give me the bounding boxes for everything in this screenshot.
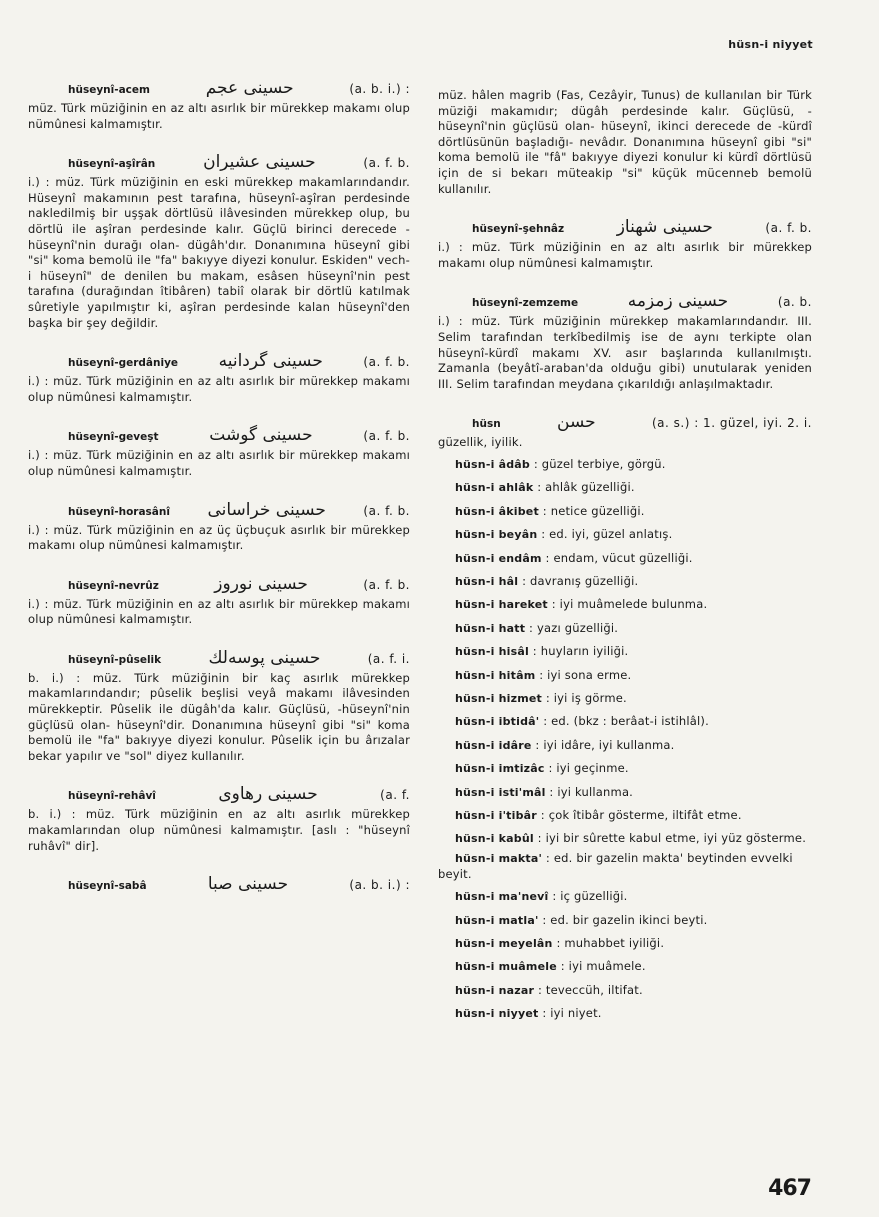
entry-term: hüseynî-sabâ [68, 880, 147, 893]
entry-term: hüseynî-nevrûz [68, 579, 159, 592]
husn-sub-entry [438, 687, 812, 710]
sub-entry-definition: : iyi idâre, iyi kullanma. [531, 737, 675, 752]
sub-entry-definition: : güzel terbiye, görgü. [530, 456, 666, 471]
sub-entry-term: hüsn-i ahlâk [455, 481, 534, 495]
entry-arabic-script: حسینی رهاوی [218, 784, 318, 805]
entry-headline [28, 152, 410, 172]
entry-term: hüseynî-aşîrân [68, 158, 156, 171]
sub-entry-term: hüsn-i beyân [455, 528, 538, 542]
entry-headline [28, 784, 410, 804]
sub-entry-term: hüsn-i hatt [455, 621, 526, 635]
entry-definition: müz. hâlen magrib (Fas, Cezâyir, Tunus) de kullanılan bir Türk müziği makamıdır; dügâh perdesinde kalır. Güçlüsü, -hüseynî'nin güçlüsü olan- hüseynî, ikinci derecede de -kürdî dörtlüsünün başladığı- nevâdır. Donanımına hüseynî gibi "si" koma bemolü ile "fâ" bakıyye diyezi konulur ki kürdî dörtlüsü için de si bekarı müteakip "si" küçük mücenneb bemolü kullanılır. [438, 88, 812, 196]
left-column [28, 78, 410, 914]
entry-headline [28, 648, 410, 668]
dictionary-entry [28, 425, 410, 479]
entry-term: hüseynî-rehâvî [68, 790, 156, 803]
husn-sub-entry [438, 523, 812, 546]
sub-entry-definition: : ahlâk güzelliği. [533, 480, 635, 495]
entry-headline [28, 78, 410, 98]
entry-arabic-script: حسینی زمزمه [627, 291, 729, 312]
sub-entry-definition: : teveccüh, iltifat. [534, 982, 643, 997]
entry-term: hüseynî-geveşt [68, 431, 159, 444]
sub-entry-definition: : iyi iş görme. [542, 690, 627, 705]
sub-entry-term: hüsn-i kabûl [455, 832, 534, 846]
entry-arabic-script: حسینی گردانیه [218, 351, 323, 372]
sub-entry-definition: : ed. bir gazelin makta' beytinden evvelki beyit. [438, 851, 793, 881]
entry-origin: (a. f. b. [765, 221, 812, 236]
entry-term: hüseynî-acem [68, 84, 150, 96]
entry-headline [28, 500, 410, 520]
dictionary-entry [28, 574, 410, 628]
husn-sub-entry [438, 885, 812, 908]
sub-entry-term: hüsn-i hareket [455, 598, 548, 612]
entry-arabic-script: حسینی نوروز [214, 573, 308, 594]
husn-sub-entry [438, 909, 812, 932]
sub-entry-term: hüsn-i nazar [455, 983, 535, 997]
entry-headline [438, 412, 812, 432]
husn-sub-entry [438, 955, 812, 978]
husn-sub-entry [438, 710, 812, 733]
sub-entry-definition: : yazı güzelliği. [525, 620, 619, 635]
sub-entry-definition: : çok îtibâr gösterme, iltifât etme. [536, 808, 742, 822]
entry-headline [438, 217, 812, 237]
husn-sub-entry [438, 851, 812, 882]
entry-origin: (a. f. i. [367, 651, 410, 666]
entry-arabic-script: حسینی شهناز [616, 217, 713, 238]
dictionary-entry [28, 152, 410, 331]
husn-sub-entry [438, 804, 812, 827]
entry-arabic-script: حسینی عشیران [203, 152, 316, 173]
entry-origin: (a. f. b. [363, 503, 410, 518]
sub-entry-definition: : endam, vücut güzelliği. [541, 550, 693, 565]
sub-entry-definition: : ed. bir gazelin ikinci beyti. [538, 912, 708, 927]
husn-sub-entry [438, 640, 812, 663]
entry-arabic-script: حسینی گوشت [209, 425, 313, 446]
sub-entry-term: hüsn-i hisâl [455, 645, 529, 659]
sub-entry-term: hüsn-i niyyet [455, 1007, 539, 1021]
entry-definition: i.) : müz. Türk müziğinin en az altı asırlık bir mürekkep makamı olup nümûnesi kalmamıştır. [28, 374, 410, 404]
entry-headline [28, 874, 410, 894]
entry-definition: i.) : müz. Türk müziğinin mürekkep makamlarındandır. III. Selim tarafından terkîbedilmiş ise de aynı terkipte olan hüseynî-kürdî makamı XV. asır başlarında kullanılmıştı. Zamanla (beyâtî-araban'da olduğu gibi) unutularak yeniden III. Selim tarafından meydana çıkarıldığı anlaşılmaktadır. [438, 314, 812, 391]
sub-entry-definition: : ed. (bkz : berâat-i istihlâl). [539, 714, 709, 729]
entry-arabic-script: حسینی عجم [205, 78, 294, 98]
sub-entry-definition: : davranış güzelliği. [518, 573, 639, 588]
sub-entry-term: hüsn-i hizmet [455, 691, 542, 705]
sub-entry-definition: : iyi muâmelede bulunma. [547, 597, 708, 612]
sub-entry-definition: : huyların iyiliği. [528, 644, 629, 659]
husn-sub-entry [438, 979, 812, 1002]
entry-origin: (a. b. i.) : [349, 878, 410, 893]
sub-entry-definition: : ed. iyi, güzel anlatış. [537, 527, 673, 542]
dictionary-entry [438, 88, 812, 197]
entry-origin: (a. b. i.) : [349, 82, 410, 96]
entry-definition: i.) : müz. Türk müziğinin en eski mürekkep makamlarındandır. Hüseynî makamının pest tarafına, hüseynî-aşîran perdesinde nakledilmiş bir uşşak dörtlüsü ilâvesinden mürekkep olup, bu dörtlü ile aşîran perdesinde kalır. Güçlü birinci derecede -hüseynî'nin durağı olan- dügâh'dır. Donanımına hüseynî gibi "si" koma bemolü ile "fa" bakıyye diyezi konulur. Eskiden" vech-i hüseynî" de denilen bu makam, esâsen hüseynî'nin pest tarafına (durağından îtibâren) tabiî olarak bir dörtlü katılmak sûretiyle yapılmıştır ki, aşîran perdesinde kalan hüseynî'den başka bir şey değildir. [28, 175, 410, 330]
entry-definition: i.) : müz. Türk müziğinin en az altı asırlık bir mürekkep makamı olup nümûnesi kalmamıştır. [438, 240, 812, 270]
sub-entry-term: hüsn-i endâm [455, 551, 542, 565]
husn-sub-entry [438, 831, 812, 847]
sub-entry-definition: : iyi sona erme. [535, 667, 632, 682]
sub-entry-term: hüsn-i âkibet [455, 504, 539, 518]
husn-sub-entry [438, 570, 812, 593]
husn-sub-entry [438, 593, 812, 616]
sub-entry-term: hüsn-i i'tibâr [455, 809, 537, 822]
sub-entry-term: hüsn-i makta' [455, 852, 543, 865]
sub-entry-definition: : iyi bir sûrette kabul etme, iyi yüz gösterme. [533, 831, 807, 846]
sub-entry-term: hüsn-i ma'nevî [455, 890, 549, 904]
sub-entry-definition: : muhabbet iyiliği. [552, 936, 665, 950]
running-head: hüsn-i niyyet [728, 38, 813, 51]
husn-sub-entry [438, 781, 812, 804]
dictionary-entry [28, 78, 410, 132]
dictionary-entry [28, 784, 410, 854]
dictionary-entry [438, 412, 812, 451]
entry-definition: güzellik, iyilik. [438, 435, 523, 450]
entry-origin: (a. s.) : 1. güzel, iyi. 2. i. [651, 416, 812, 431]
entry-term: hüseynî-pûselik [68, 653, 162, 666]
entry-definition: b. i.) : müz. Türk müziğinin bir kaç asırlık mürekkep makamlarındandır; pûselik beşlisi veyâ makamı ilâvesinden mürekkeptir. Pûselik ile dügâh'da kalır. Güçlüsü, -hüseynî'nin güçlüsü olan- hüseynî'dir. Donanımına hüseynî gibi "si" koma bemolü ile "fa" bakıyye diyezi konulur. Pûselik için bu ârızalar bekar yapılır ve "sol" diyez kullanılır. [28, 670, 410, 763]
entry-headline [438, 291, 812, 311]
entry-origin: (a. f. [380, 788, 410, 803]
entry-origin: (a. f. b. [363, 577, 410, 592]
entry-origin: (a. b. [777, 295, 812, 310]
sub-entry-definition: : netice güzelliği. [538, 503, 645, 518]
entry-origin: (a. f. b. [363, 355, 410, 370]
husn-sub-entry [438, 617, 812, 640]
sub-entry-term: hüsn-i ibtidâ' [455, 715, 540, 729]
husn-sub-entry [438, 664, 812, 687]
husn-sub-entry [438, 453, 812, 476]
husn-sub-entry [438, 1002, 812, 1025]
entry-term: hüsn [472, 418, 501, 431]
dictionary-entry [28, 500, 410, 554]
husn-sub-entry [438, 476, 812, 499]
sub-entry-term: hüsn-i muâmele [455, 960, 557, 974]
entry-definition: b. i.) : müz. Türk müziğinin en az altı asırlık mürekkep makamlarından olup nümûnesi kalmamıştır. [aslı : "hüseynî ruhâvî" dir]. [28, 807, 410, 853]
entry-term: hüseynî-horasânî [68, 505, 170, 518]
page-number: 467 [768, 1176, 811, 1201]
husn-sub-entry-list [438, 453, 812, 1026]
sub-entry-term: hüsn-i âdâb [455, 457, 530, 471]
dictionary-entry [28, 648, 410, 765]
entry-term: hüseynî-şehnâz [472, 223, 565, 236]
entry-origin: (a. f. b. [363, 156, 410, 171]
entry-definition: müz. Türk müziğinin en az altı asırlık bir mürekkep makamı olup nümûnesi kalmamıştır. [28, 101, 410, 131]
entry-arabic-script: حسینی خراسانی [207, 499, 326, 520]
sub-entry-term: hüsn-i hitâm [455, 668, 536, 682]
sub-entry-definition: : iyi geçinme. [544, 761, 629, 776]
sub-entry-definition: : iyi kullanma. [545, 784, 634, 799]
right-entries [438, 88, 812, 451]
husn-sub-entry [438, 547, 812, 570]
dictionary-entry [438, 217, 812, 271]
sub-entry-term: hüsn-i isti'mâl [455, 785, 546, 799]
entry-arabic-script: حسینی صبا [207, 874, 289, 895]
entry-definition: i.) : müz. Türk müziğinin en az altı asırlık bir mürekkep makamı olup nümûnesi kalmamıştır. [28, 596, 410, 627]
entry-headline [28, 574, 410, 594]
husn-sub-entry [438, 500, 812, 523]
dictionary-entry [28, 351, 410, 405]
husn-sub-entry [438, 757, 812, 780]
dictionary-entry [438, 291, 812, 392]
entry-term: hüseynî-gerdâniye [68, 357, 179, 370]
entry-headline [28, 425, 410, 445]
entry-headline [28, 351, 410, 371]
entry-definition: i.) : müz. Türk müziğinin en az üç üçbuçuk asırlık bir mürekkep makamı olup nümûnesi kalmamıştır. [28, 522, 410, 553]
right-column [438, 88, 812, 1026]
sub-entry-term: hüsn-i idâre [455, 738, 532, 752]
dictionary-entry [28, 874, 410, 894]
sub-entry-term: hüsn-i imtizâc [455, 762, 545, 776]
sub-entry-definition: : iç güzelliği. [548, 889, 628, 904]
entry-arabic-script: حسن [557, 412, 596, 433]
entry-definition: i.) : müz. Türk müziğinin en az altı asırlık bir mürekkep makamı olup nümûnesi kalmamıştır. [28, 448, 410, 478]
entry-term: hüseynî-zemzeme [472, 297, 579, 310]
entry-origin: (a. f. b. [363, 429, 410, 444]
sub-entry-term: hüsn-i hâl [455, 574, 519, 588]
sub-entry-term: hüsn-i matla' [455, 913, 539, 927]
sub-entry-definition: : iyi muâmele. [556, 959, 646, 974]
husn-sub-entry [438, 734, 812, 757]
husn-sub-entry [438, 932, 812, 955]
entry-arabic-script: حسینی پوسه‌لك [208, 647, 321, 668]
sub-entry-definition: : iyi niyet. [538, 1006, 602, 1021]
sub-entry-term: hüsn-i meyelân [455, 937, 553, 950]
